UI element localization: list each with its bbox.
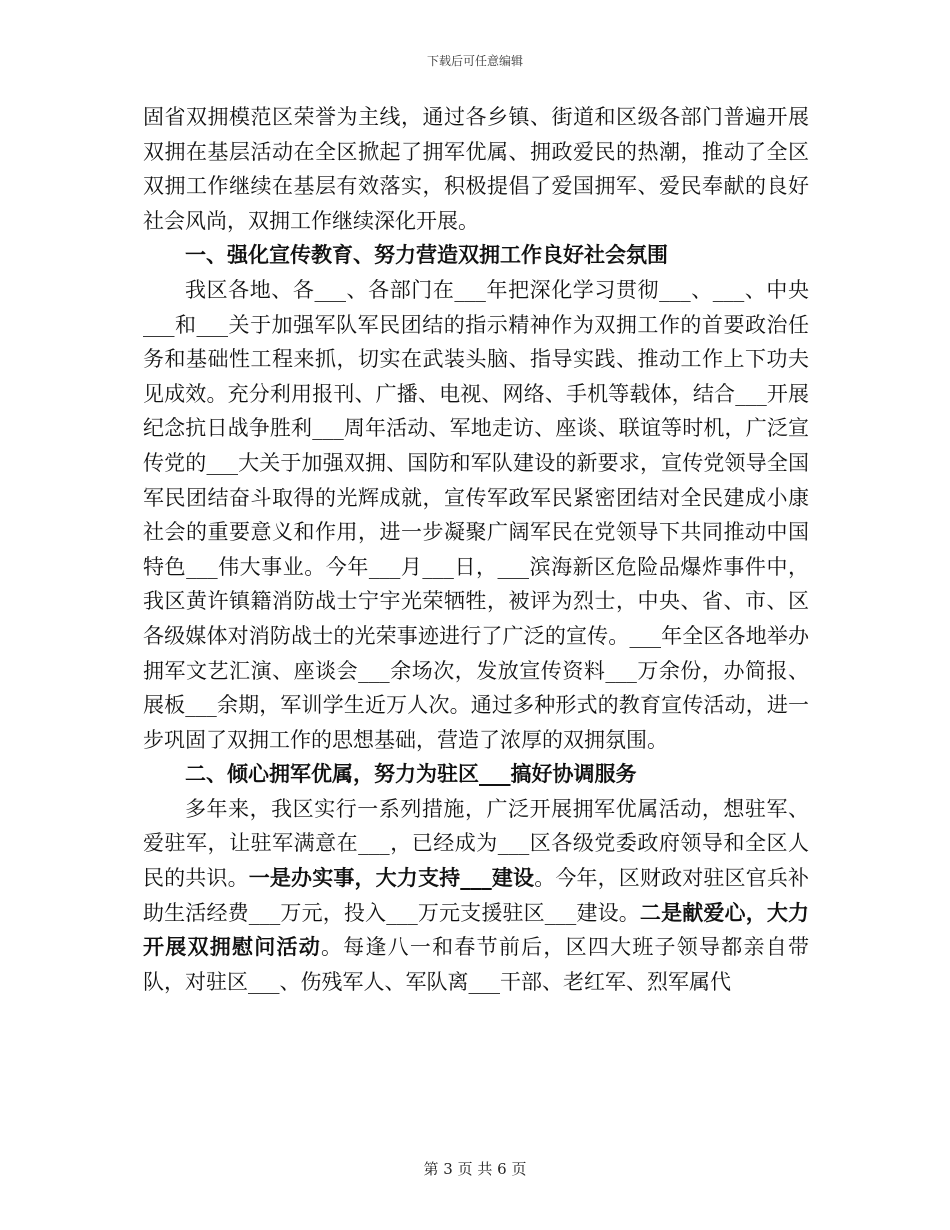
page-header-note: 下载后可任意编辑: [426, 54, 523, 68]
paragraph-intro: 多年来，我区实行一系列措施，广泛开展拥军优属活动，想驻军、爱驻军，让驻军满意在___，已经成为___区各级党委政府领导和全区人民的共识。: [143, 796, 809, 891]
bold-point-2: 二是献爱心，大力开展双拥慰问活动: [143, 899, 810, 960]
section-heading-2: 二、倾心拥军优属，努力为驻区___搞好协调服务: [185, 761, 637, 787]
bold-point-1: 一是办实事，大力支持___建设: [248, 865, 535, 891]
page-footer-number: 第 3 页 共 6 页: [423, 1160, 527, 1178]
section-heading-1: 一、强化宣传教育、努力营造双拥工作良好社会氛围: [185, 242, 668, 268]
paragraph-end: 。每逢八一和春节前后，区四大班子领导都亲自带队，对驻区___、伤残军人、军队离___干部、老红军、烈军属代: [143, 935, 810, 994]
paragraph-continuation: 固省双拥模范区荣誉为主线，通过各乡镇、街道和区级各部门普遍开展双拥在基层活动在全区掀起了拥军优属、拥政爱民的热潮，推动了全区双拥工作继续在基层有效落实，积极提倡了爱国拥军、爱民奉献的良好社会风尚，双拥工作继续深化开展。: [143, 105, 809, 233]
paragraph-section-2: [143, 792, 809, 1000]
paragraph-middle: 。今年，区财政对驻区官兵补助生活经费___万元，投入___万元支援驻区___建设。: [143, 866, 810, 925]
paragraph-section-1: 我区各地、各___、各部门在___年把深化学习贯彻___、___、中央___和___关于加强军队军民团结的指示精神作为双拥工作的首要政治任务和基础性工程来抓，切实在武装头脑、指导实践、推动工作上下功夫见成效。充分利用报刊、广播、电视、网络、手机等载体，结合___开展纪念抗日战争胜利___周年活动、军地走访、座谈、联谊等时机，广泛宣传党的___大关于加强双拥、国防和军队建设的新要求，宣传党领导全国军民团结奋斗取得的光辉成就，宣传军政军民紧密团结对全民建成小康社会的重要意义和作用，进一步凝聚广阔军民在党领导下共同推动中国特色___伟大事业。今年___月___日，___滨海新区危险品爆炸事件中，我区黄许镇籍消防战士宁宇光荣牺牲，被评为烈士，中央、省、市、区各级媒体对消防战士的光荣事迹进行了广泛的宣传。___年全区各地举办拥军文艺汇演、座谈会___余场次，发放宣传资料___万余份，办简报、展板___余期，军训学生近万人次。通过多种形式的教育宣传活动，进一步巩固了双拥工作的思想基础，营造了浓厚的双拥氛围。: [143, 277, 809, 752]
document-body: [143, 100, 809, 999]
